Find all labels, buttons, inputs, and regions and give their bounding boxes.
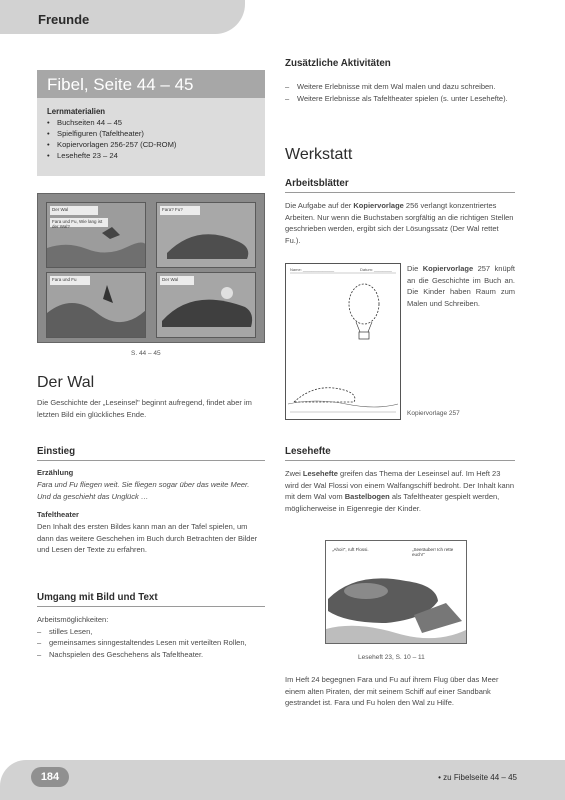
lesehefte-section [285,446,515,514]
werkstatt-heading [285,146,515,164]
speech-bubble: Fara und Fu, Wie lang ist der Wal? [50,218,108,227]
chapter-tab [0,0,245,34]
speech-bubble: „Ahoi!", ruft Flossi. [332,547,369,552]
paragraph: Im Heft 24 begegnen Fara und Fu auf ihrem Flug über das Meer einem alten Piraten, der mit seinem Schiff auf einer Sandbank gestrandet ist. Fara und Fu holen den Wal zu Hilfe. [285,675,499,708]
bold-text: Lesehefte [302,469,338,478]
section-heading: Einstieg [37,446,265,461]
story-image [37,193,265,343]
list-item: – stilles Lesen, [37,626,265,638]
paragraph: Den Inhalt des ersten Bildes kann man an der Tafel spielen, um dann das weitere Geschehen im Buch durch Betrachten der Bilder und Lesen der Texte zu erfahren. [37,522,258,555]
section-heading: Lesehefte [285,446,515,461]
sheet-date-label: Datum: ________ [360,267,392,272]
paragraph [285,200,515,246]
section-heading: Umgang mit Bild und Text [37,592,265,607]
list-item: – gemeinsames sinngestaltendes Lesen mit verteilten Rollen, [37,637,265,649]
text-run: Die [407,264,423,273]
paragraph: Arbeitsmöglichkeiten: [37,615,109,624]
reference-text: zu Fibelseite 44 – 45 [443,773,517,782]
section-text: Die Geschichte der „Leseinsel" beginnt aufregend, findet aber im letzten Bild ein glückliches Ende. [37,398,252,419]
text-run: 256 verlangt konzentriertes Arbeiten. Nur wenn die Buchstaben sorgfältig an die richtigen Stellen geschrieben werden, ergibt sich der Lösungssatz (Der Wal rettet Fu.). [285,201,514,245]
speech-bubble: Der Wal [50,206,98,215]
text-run: Zwei [285,469,303,478]
list-item: • Spielfiguren (Tafeltheater) [47,128,265,139]
leseheft-image [325,540,467,644]
subheading: Tafeltheater [37,510,79,520]
bold-text: Kopiervorlage [422,264,474,273]
chapter-title: Freunde [38,12,90,27]
sheet-name-label: Name: ______________ [290,267,335,272]
section-heading: Zusätzliche Aktivitäten [285,58,391,69]
image-caption: Leseheft 23, S. 10 – 11 [358,654,425,661]
speech-bubble: „Seeräuber! Ich rette euch!" [412,547,462,557]
materials-panel [37,98,265,161]
arbeitsblaetter-section [285,178,515,246]
list-item: • Buchseiten 44 – 45 [47,117,265,128]
einstieg-section [37,446,265,556]
activity-list [37,626,265,661]
der-wal-section [37,374,265,420]
speech-bubble: Fara? Fu? [160,206,200,215]
speech-bubble: Der Wal [160,276,194,285]
subheading: Erzählung [37,468,74,477]
list-item: • Kopiervorlagen 256-257 (CD-ROM) [47,139,265,150]
section-title: Der Wal [37,374,95,391]
bold-text: Kopiervorlage [353,201,404,210]
balloon-sketch [286,270,400,420]
page-number: 184 [31,767,69,787]
activity-list [285,81,515,104]
image-caption: S. 44 – 45 [131,350,161,357]
speech-bubble: Fara und Fu [50,276,90,285]
bold-text: Bastelbogen [344,492,390,502]
umgang-section [37,592,265,660]
paragraph [407,263,515,309]
list-item: – Weitere Erlebnisse als Tafeltheater spielen (s. unter Lesehefte). [285,93,515,105]
section-heading: Arbeitsblätter [285,178,515,193]
materials-label: Lernmaterialien [47,107,106,116]
materials-list [47,117,265,161]
image-caption: Kopiervorlage 257 [407,410,460,417]
list-item: – Nachspielen des Geschehens als Tafeltheater. [37,649,265,661]
text-run: Die Aufgabe auf der [285,201,354,210]
text-run: greifen das Thema der Leseinsel auf. Im Heft 23 wird der Wal Flossi von einem Walfangschiff bedroht. Der Inhalt kann mit dem Wal vom [285,469,514,502]
text-run: Name: [290,267,302,272]
text-run: Datum: [360,267,373,272]
list-item: • Lesehefte 23 – 24 [47,150,265,161]
fibel-box [37,70,265,176]
paragraph [37,479,265,502]
fibel-reference: • zu Fibelseite 44 – 45 [438,773,517,782]
fibel-title: Fibel, Seite 44 – 45 [37,70,265,98]
text-run: als Tafeltheater gespielt werden, möglicherweise in Eigenregie der Kinder. [285,492,500,513]
list-item: – Weitere Erlebnisse mit dem Wal malen und dazu schreiben. [285,81,515,93]
section-title: Werkstatt [285,146,353,163]
paragraph [285,468,515,514]
italic-text: Fara und Fu fliegen weit. Sie fliegen sogar über das weite Meer. Und da geschieht das Unglück … [37,480,250,501]
worksheet-preview [285,263,401,420]
text-run: 257 knüpft an die Geschichte im Buch an. Die Kinder haben Raum zum Malen und Schreiben. [407,264,515,308]
zusaetzlich-section [285,58,515,104]
